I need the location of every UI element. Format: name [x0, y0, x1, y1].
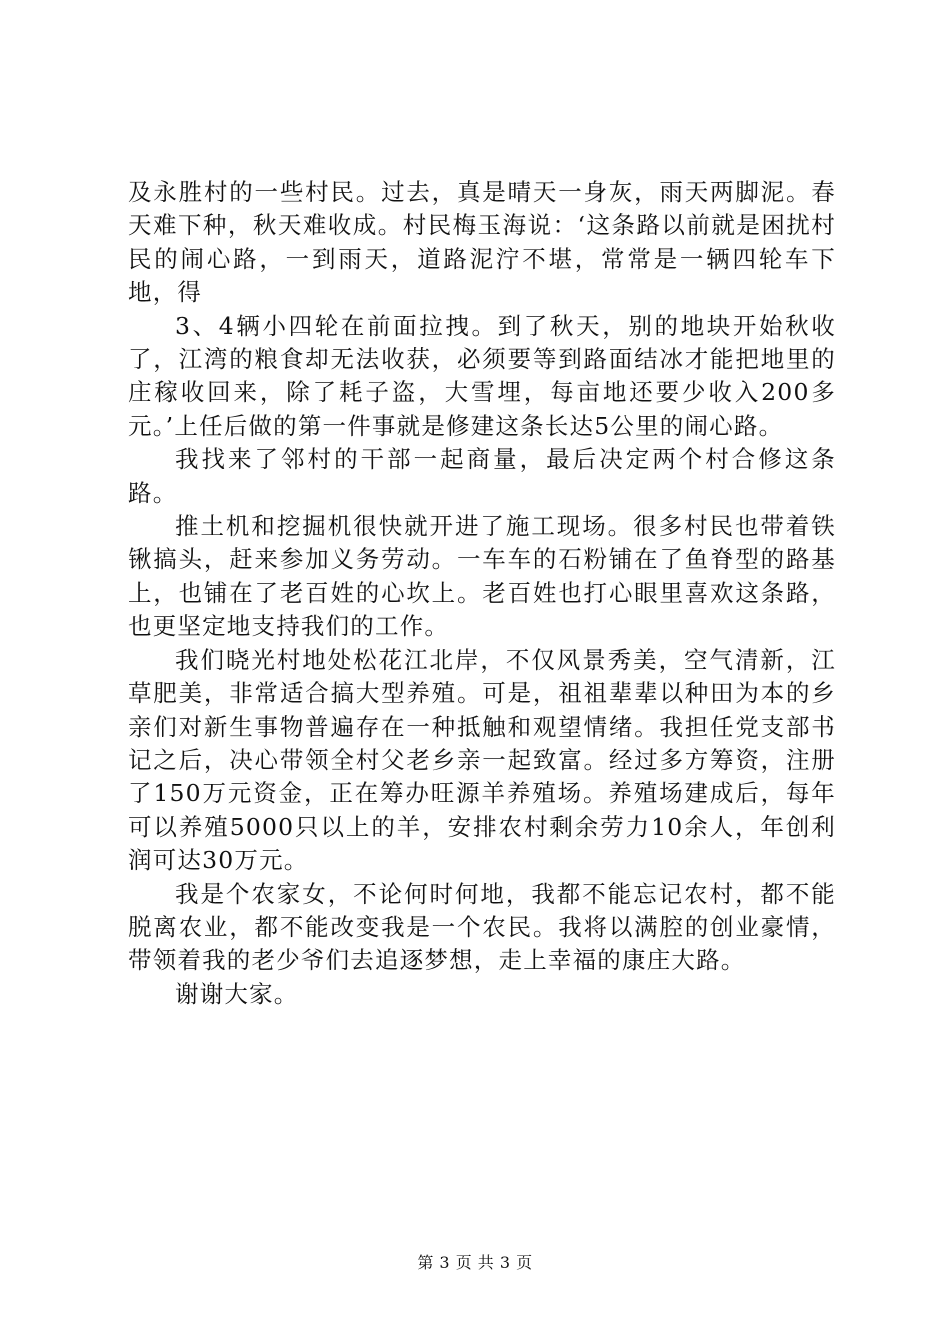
- paragraph-2: 3、4辆小四轮在前面拉拽。到了秋天，别的地块开始秋收了，江湾的粮食却无法收获，必须要等到路面结冰才能把地里的庄稼收回来，除了耗子盗，大雪埋，每亩地还要少收入200多元。’上任后做的第一件事就是修建这条长达5公里的闹心路。: [128, 311, 836, 440]
- paragraph-5: 我们晓光村地处松花江北岸，不仅风景秀美，空气清新，江草肥美，非常适合搞大型养殖。可是，祖祖辈辈以种田为本的乡亲们对新生事物普遍存在一种抵触和观望情绪。我担任党支部书记之后，决心带领全村父老乡亲一起致富。经过多方筹资，注册了150万元资金，正在筹办旺源羊养殖场。养殖场建成后，每年可以养殖5000只以上的羊，安排农村剩余劳力10余人，年创利润可达30万元。: [128, 645, 836, 875]
- paragraph-3: 我找来了邻村的干部一起商量，最后决定两个村合修这条路。: [128, 445, 836, 507]
- paragraph-1: 及永胜村的一些村民。过去，真是晴天一身灰，雨天两脚泥。春天难下种，秋天难收成。村民梅玉海说：‘这条路以前就是困扰村民的闹心路，一到雨天，道路泥泞不堪，常常是一辆四轮车下地，得: [128, 178, 836, 307]
- paragraph-4: 推土机和挖掘机很快就开进了施工现场。很多村民也带着铁锹搞头，赶来参加义务劳动。一车车的石粉铺在了鱼脊型的路基上，也铺在了老百姓的心坎上。老百姓也打心眼里喜欢这条路，也更坚定地支持我们的工作。: [128, 512, 836, 641]
- page-number-footer: 第 3 页 共 3 页: [417, 1253, 533, 1272]
- paragraph-6: 我是个农家女，不论何时何地，我都不能忘记农村，都不能脱离农业，都不能改变我是一个农民。我将以满腔的创业豪情，带领着我的老少爷们去追逐梦想，走上幸福的康庄大路。: [128, 879, 836, 975]
- document-body: [128, 176, 836, 1011]
- paragraph-7: 谢谢大家。: [175, 979, 299, 1008]
